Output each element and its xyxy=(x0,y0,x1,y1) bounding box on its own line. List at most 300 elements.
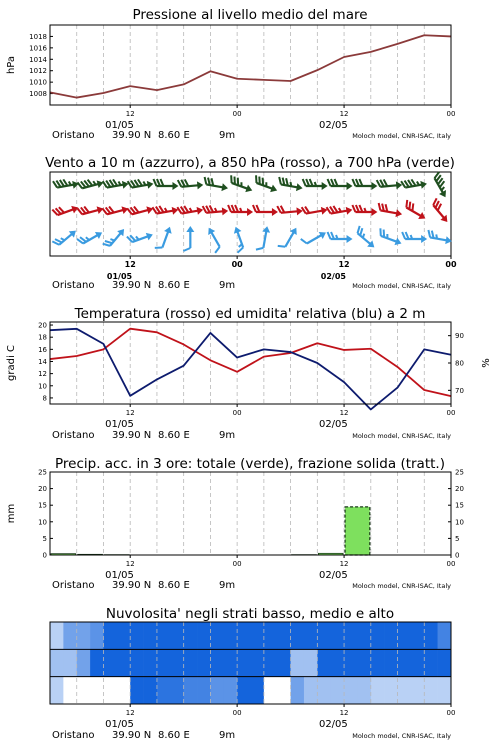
station-name: Oristano xyxy=(52,130,95,141)
x-date-label: 02/05 xyxy=(318,419,348,430)
y-axis-label: mm xyxy=(6,503,17,524)
temperature-line xyxy=(50,329,451,396)
station-elevation: 9m xyxy=(219,580,236,591)
y-tick-label: 1016 xyxy=(29,44,47,53)
x-tick-label: 12 xyxy=(125,709,135,717)
credit-label: Moloch model, CNR-ISAC, Italy xyxy=(352,282,451,290)
barb-flag xyxy=(377,203,381,210)
barb-head xyxy=(296,183,303,192)
wind-barb xyxy=(152,203,179,218)
barb-shaft xyxy=(211,231,220,247)
wind-barb xyxy=(53,177,80,192)
humidity-line xyxy=(50,329,451,410)
x-date-label: 02/05 xyxy=(320,272,346,281)
cloud-cell xyxy=(438,677,452,704)
barb-half-flag xyxy=(411,235,413,239)
barb-half-flag xyxy=(265,182,268,186)
cloud-cell xyxy=(144,649,158,676)
barb-head xyxy=(221,183,228,192)
wind-barb xyxy=(328,232,353,243)
cloud-cell xyxy=(251,649,265,676)
wind-barb xyxy=(402,200,429,222)
wind-barb xyxy=(426,230,453,245)
cloud-cell xyxy=(237,622,251,649)
x-tick-label: 12 xyxy=(338,260,350,269)
barb-flag xyxy=(153,179,156,186)
y-tick-label: 8 xyxy=(42,394,47,403)
station-info xyxy=(52,280,451,291)
y-tick-label: 25 xyxy=(38,468,47,477)
cloud-cell xyxy=(398,677,412,704)
chart-title: Temperatura (rosso) ed umidita' relativa (blu) a 2 m xyxy=(74,306,426,322)
y-tick-label: 18 xyxy=(38,333,47,342)
wind-barb xyxy=(328,179,353,190)
cloud-cell xyxy=(438,649,452,676)
cloud-cell xyxy=(237,649,251,676)
cloud-cell xyxy=(103,622,117,649)
cloud-cell xyxy=(63,649,77,676)
wind-barb xyxy=(103,177,130,192)
wind-barb xyxy=(203,177,230,192)
cloud-cell xyxy=(344,622,358,649)
wind-barb xyxy=(77,202,104,219)
cloud-cell xyxy=(371,622,385,649)
barb-head xyxy=(247,208,253,216)
cloud-cell xyxy=(304,677,318,704)
cloud-cell xyxy=(277,649,291,676)
x-tick-label: 12 xyxy=(125,110,135,118)
wind-barb xyxy=(128,177,155,192)
y-tick-label: 1018 xyxy=(29,32,47,41)
wind-barb xyxy=(77,226,104,248)
cloud-cell xyxy=(90,649,104,676)
x-date-label: 02/05 xyxy=(318,570,348,581)
barb-head xyxy=(371,182,377,190)
y-tick-label: 0 xyxy=(42,551,47,560)
wind-barb xyxy=(303,179,328,190)
station-elevation: 9m xyxy=(219,130,236,141)
barb-flag xyxy=(183,248,190,251)
cloud-cell xyxy=(357,677,371,704)
wind-barb xyxy=(52,201,79,220)
cloud-cell xyxy=(130,622,144,649)
chart-title: Pressione al livello medio del mare xyxy=(132,7,368,23)
wind-barb xyxy=(229,225,248,252)
cloud-cell xyxy=(63,677,77,704)
cloud-cell xyxy=(157,622,171,649)
barb-head xyxy=(164,225,174,233)
barb-head xyxy=(270,185,278,195)
wind-barb xyxy=(302,203,329,218)
wind-barb xyxy=(178,178,204,191)
barb-head xyxy=(232,225,242,233)
x-tick-label: 12 xyxy=(125,409,135,417)
barb-head xyxy=(346,206,353,215)
x-tick-label: 00 xyxy=(232,709,242,717)
wind-barb xyxy=(183,226,194,251)
x-date-label: 02/05 xyxy=(318,120,348,131)
barb-flag xyxy=(237,247,245,252)
barb-flag xyxy=(229,175,234,183)
cloud-cell xyxy=(384,677,398,704)
x-date-label: 01/05 xyxy=(105,719,134,730)
cloud-cell xyxy=(331,622,345,649)
cloud-cell xyxy=(197,622,211,649)
barb-head xyxy=(186,226,194,232)
y-tick-label: 1014 xyxy=(29,55,47,64)
x-tick-label: 00 xyxy=(231,260,243,269)
credit-label: Moloch model, CNR-ISAC, Italy xyxy=(352,582,451,590)
cloud-cell xyxy=(438,622,452,649)
cloud-cell xyxy=(157,677,171,704)
cloud-cell xyxy=(90,677,104,704)
barb-head xyxy=(319,229,328,239)
y-tick-label: 15 xyxy=(38,501,47,510)
y-tick-label: 25 xyxy=(455,468,464,477)
x-tick-label: 00 xyxy=(232,110,242,118)
y-tick-label: 16 xyxy=(38,345,47,354)
cloud-cell xyxy=(210,649,224,676)
station-elevation: 9m xyxy=(219,430,236,441)
cloud-cell xyxy=(264,622,278,649)
cloud-cell xyxy=(371,649,385,676)
wind-barb xyxy=(127,228,154,247)
barb-flag xyxy=(352,179,355,186)
barb-shaft xyxy=(263,230,266,248)
cloud-cell xyxy=(117,677,131,704)
barb-shaft xyxy=(307,235,323,244)
barb-flag xyxy=(256,247,263,251)
precip-plot-frame xyxy=(50,472,451,555)
cloud-cell xyxy=(357,649,371,676)
x-tick-label: 00 xyxy=(446,709,456,717)
cloud-cell xyxy=(357,622,371,649)
credit-label: Moloch model, CNR-ISAC, Italy xyxy=(352,732,451,740)
barb-flag xyxy=(278,177,282,184)
cloud-cell xyxy=(277,677,291,704)
station-info xyxy=(52,430,451,441)
wind-barb xyxy=(327,203,354,218)
barb-head xyxy=(197,181,204,189)
x-tick-label: 00 xyxy=(446,409,456,417)
wind-barb xyxy=(103,225,127,251)
cloud-cell xyxy=(264,649,278,676)
cloud-cell xyxy=(197,677,211,704)
barb-flag xyxy=(301,237,307,245)
x-tick-label: 00 xyxy=(446,560,456,568)
pressure-plot-frame xyxy=(50,25,451,105)
x-tick-label: 00 xyxy=(232,560,242,568)
barb-half-flag xyxy=(240,208,242,212)
barb-flag xyxy=(427,230,431,237)
cloud-cell xyxy=(144,677,158,704)
y-tick-label: 10 xyxy=(455,518,464,527)
wind-barb xyxy=(377,228,404,247)
cloud-cell xyxy=(224,677,238,704)
cloud-cell xyxy=(398,649,412,676)
cloud-cell xyxy=(424,622,438,649)
cloud-cell xyxy=(317,677,331,704)
cloud-cell xyxy=(371,677,385,704)
cloud-cell xyxy=(210,622,224,649)
chart-title: Nuvolosita' negli strati basso, medio e alto xyxy=(105,606,395,622)
barb-flag xyxy=(328,232,331,239)
cloud-cell xyxy=(50,649,64,676)
barb-half-flag xyxy=(110,238,114,242)
y-tick-label: 1008 xyxy=(29,90,47,99)
y-tick-label: 10 xyxy=(38,382,47,391)
credit-label: Moloch model, CNR-ISAC, Italy xyxy=(352,132,451,140)
cloud-cell xyxy=(50,677,64,704)
wind-barb xyxy=(377,178,403,191)
cloud-cell xyxy=(50,622,64,649)
y-tick-label: 5 xyxy=(455,534,460,543)
wind-barb xyxy=(203,226,225,253)
x-tick-label: 12 xyxy=(339,409,349,417)
wind-barb xyxy=(203,204,229,217)
barb-head xyxy=(147,180,154,189)
wind-barb xyxy=(353,226,379,250)
station-lat: 39.90 N xyxy=(112,130,152,141)
precip-bar xyxy=(345,507,370,555)
wind-barb xyxy=(401,177,428,192)
cloud-cell xyxy=(63,622,77,649)
x-date-label: 01/05 xyxy=(105,120,134,131)
x-tick-label: 12 xyxy=(125,560,135,568)
cloud-cell xyxy=(90,622,104,649)
y-tick-label: 1010 xyxy=(29,78,47,87)
cloud-cell xyxy=(317,649,331,676)
cloud-cell xyxy=(277,622,291,649)
barb-flag xyxy=(253,205,256,212)
barb-half-flag xyxy=(315,182,317,186)
wind-barb xyxy=(227,175,254,194)
station-name: Oristano xyxy=(52,430,95,441)
station-name: Oristano xyxy=(52,730,95,741)
wind-barb xyxy=(252,175,279,194)
station-lon: 8.60 E xyxy=(158,580,190,591)
wind-barb xyxy=(52,225,78,249)
barb-half-flag xyxy=(364,208,366,212)
wind-barb xyxy=(155,224,174,251)
cloud-cell xyxy=(291,677,305,704)
station-name: Oristano xyxy=(52,580,95,591)
wind-barb xyxy=(301,226,328,248)
cloud-cell xyxy=(103,677,117,704)
cloud-cell xyxy=(103,649,117,676)
barb-head xyxy=(347,182,353,190)
barb-head xyxy=(322,182,328,190)
barb-flag xyxy=(254,175,259,183)
cloud-cell xyxy=(197,649,211,676)
y-tick-label: 0 xyxy=(455,551,460,560)
cloud-cell xyxy=(130,677,144,704)
wind-barb xyxy=(77,176,104,193)
credit-label: Moloch model, CNR-ISAC, Italy xyxy=(352,432,451,440)
barb-head xyxy=(371,208,377,216)
cloud-cell xyxy=(77,677,91,704)
cloud-cell xyxy=(304,622,318,649)
cloud-cell xyxy=(344,649,358,676)
cloud-cell xyxy=(210,677,224,704)
y-tick-label: 1012 xyxy=(29,67,47,76)
wind-barb xyxy=(278,224,300,251)
pressure-line xyxy=(50,35,451,97)
cloud-cell xyxy=(224,622,238,649)
barb-head xyxy=(418,212,427,222)
station-lon: 8.60 E xyxy=(158,730,190,741)
cloud-cell xyxy=(264,677,278,704)
cloud-cell xyxy=(117,622,131,649)
cloud-cell xyxy=(251,677,265,704)
wind-barb xyxy=(377,203,404,218)
cloud-cell xyxy=(411,677,425,704)
x-tick-label: 12 xyxy=(339,560,349,568)
cloud-cell xyxy=(304,649,318,676)
station-info xyxy=(52,730,451,741)
station-info xyxy=(52,130,451,141)
station-lat: 39.90 N xyxy=(112,280,152,291)
y-tick-label: 70 xyxy=(455,386,464,395)
cloud-cell xyxy=(291,649,305,676)
x-tick-label: 12 xyxy=(339,110,349,118)
barb-flag xyxy=(203,177,207,184)
chart-title: Vento a 10 m (azzurro), a 850 hPa (rosso), a 700 hPa (verde) xyxy=(45,155,455,171)
cloud-cell xyxy=(184,649,198,676)
station-info xyxy=(52,580,451,591)
cloud-cell xyxy=(424,677,438,704)
cloud-cell xyxy=(77,622,91,649)
barb-head xyxy=(245,185,253,195)
barb-head xyxy=(95,229,104,239)
barb-head xyxy=(222,207,229,215)
barb-head xyxy=(272,208,278,216)
x-date-label: 01/05 xyxy=(106,272,133,281)
cloud-cell xyxy=(424,649,438,676)
x-tick-label: 12 xyxy=(339,709,349,717)
barb-half-flag xyxy=(386,234,389,238)
cloud-cell xyxy=(157,649,171,676)
y-tick-label: 20 xyxy=(38,485,47,494)
barb-head xyxy=(395,209,402,218)
cloud-cell xyxy=(251,622,265,649)
station-lat: 39.90 N xyxy=(112,730,152,741)
y-tick-label: 10 xyxy=(38,518,47,527)
y-axis-label: gradi C xyxy=(6,345,17,381)
barb-flag xyxy=(303,179,306,186)
y-axis-label-right: % xyxy=(481,358,492,368)
cloud-cell xyxy=(344,677,358,704)
y-tick-label: 12 xyxy=(38,370,47,379)
barb-head xyxy=(290,226,300,235)
cloud-cell xyxy=(331,649,345,676)
x-tick-label: 12 xyxy=(124,260,136,269)
barb-half-flag xyxy=(362,234,366,238)
cloud-cell xyxy=(411,649,425,676)
barb-flag xyxy=(378,228,383,236)
y-tick-label: 80 xyxy=(455,359,464,368)
cloud-cell xyxy=(411,622,425,649)
wind-barb xyxy=(402,232,427,243)
station-elevation: 9m xyxy=(219,280,236,291)
barb-shaft xyxy=(285,231,294,247)
station-lat: 39.90 N xyxy=(112,430,152,441)
barb-head xyxy=(394,238,402,248)
wind-barb xyxy=(102,202,129,219)
x-tick-label: 00 xyxy=(232,409,242,417)
x-date-label: 02/05 xyxy=(318,719,348,730)
wind-barb xyxy=(277,204,303,217)
wind-barb xyxy=(428,198,452,224)
cloud-cell xyxy=(237,677,251,704)
cloud-cell xyxy=(77,649,91,676)
barb-flag xyxy=(328,179,331,186)
barb-half-flag xyxy=(240,182,243,186)
barb-head xyxy=(439,190,449,199)
cloud-cell xyxy=(170,677,184,704)
cloud-cell xyxy=(331,677,345,704)
station-lon: 8.60 E xyxy=(158,280,190,291)
cloud-cell xyxy=(224,649,238,676)
wind-barb xyxy=(127,202,154,219)
station-lon: 8.60 E xyxy=(158,430,190,441)
barb-flag xyxy=(155,245,163,250)
y-tick-label: 90 xyxy=(455,332,464,341)
chart-title: Precip. acc. in 3 ore: totale (verde), frazione solida (tratt.) xyxy=(55,456,445,472)
cloud-cell xyxy=(317,622,331,649)
station-lat: 39.90 N xyxy=(112,580,152,591)
barb-flag xyxy=(214,247,222,253)
cloud-cell xyxy=(291,622,305,649)
wind-barb xyxy=(430,172,452,199)
x-tick-label: 00 xyxy=(445,260,457,269)
cloud-cell xyxy=(117,649,131,676)
barb-flag xyxy=(402,232,405,239)
x-tick-label: 00 xyxy=(446,110,456,118)
cloud-cell xyxy=(170,649,184,676)
barb-flag xyxy=(352,205,355,212)
station-lon: 8.60 E xyxy=(158,130,190,141)
cloud-cell xyxy=(144,622,158,649)
wind-barb xyxy=(352,179,377,190)
y-axis-label: hPa xyxy=(6,55,17,75)
y-tick-label: 15 xyxy=(455,501,464,510)
station-elevation: 9m xyxy=(219,730,236,741)
wind-barb xyxy=(228,205,253,216)
barb-head xyxy=(172,182,178,190)
y-tick-label: 20 xyxy=(455,485,464,494)
cloud-cell xyxy=(130,649,144,676)
barb-shaft xyxy=(162,231,168,248)
cloud-cell xyxy=(384,622,398,649)
wind-barb xyxy=(177,203,204,218)
cloud-cell xyxy=(170,622,184,649)
barb-head xyxy=(347,235,353,243)
barb-half-flag xyxy=(336,235,338,239)
x-date-label: 01/05 xyxy=(105,570,134,581)
cloud-cell xyxy=(184,677,198,704)
barb-flag xyxy=(278,243,286,249)
cloud-cell xyxy=(398,622,412,649)
station-name: Oristano xyxy=(52,280,95,291)
wind-barb xyxy=(352,205,377,216)
x-date-label: 01/05 xyxy=(105,419,134,430)
y-tick-label: 5 xyxy=(42,534,47,543)
barb-flag xyxy=(228,205,231,212)
cloud-cell xyxy=(184,622,198,649)
y-tick-label: 14 xyxy=(38,357,47,366)
cloud-cell xyxy=(384,649,398,676)
